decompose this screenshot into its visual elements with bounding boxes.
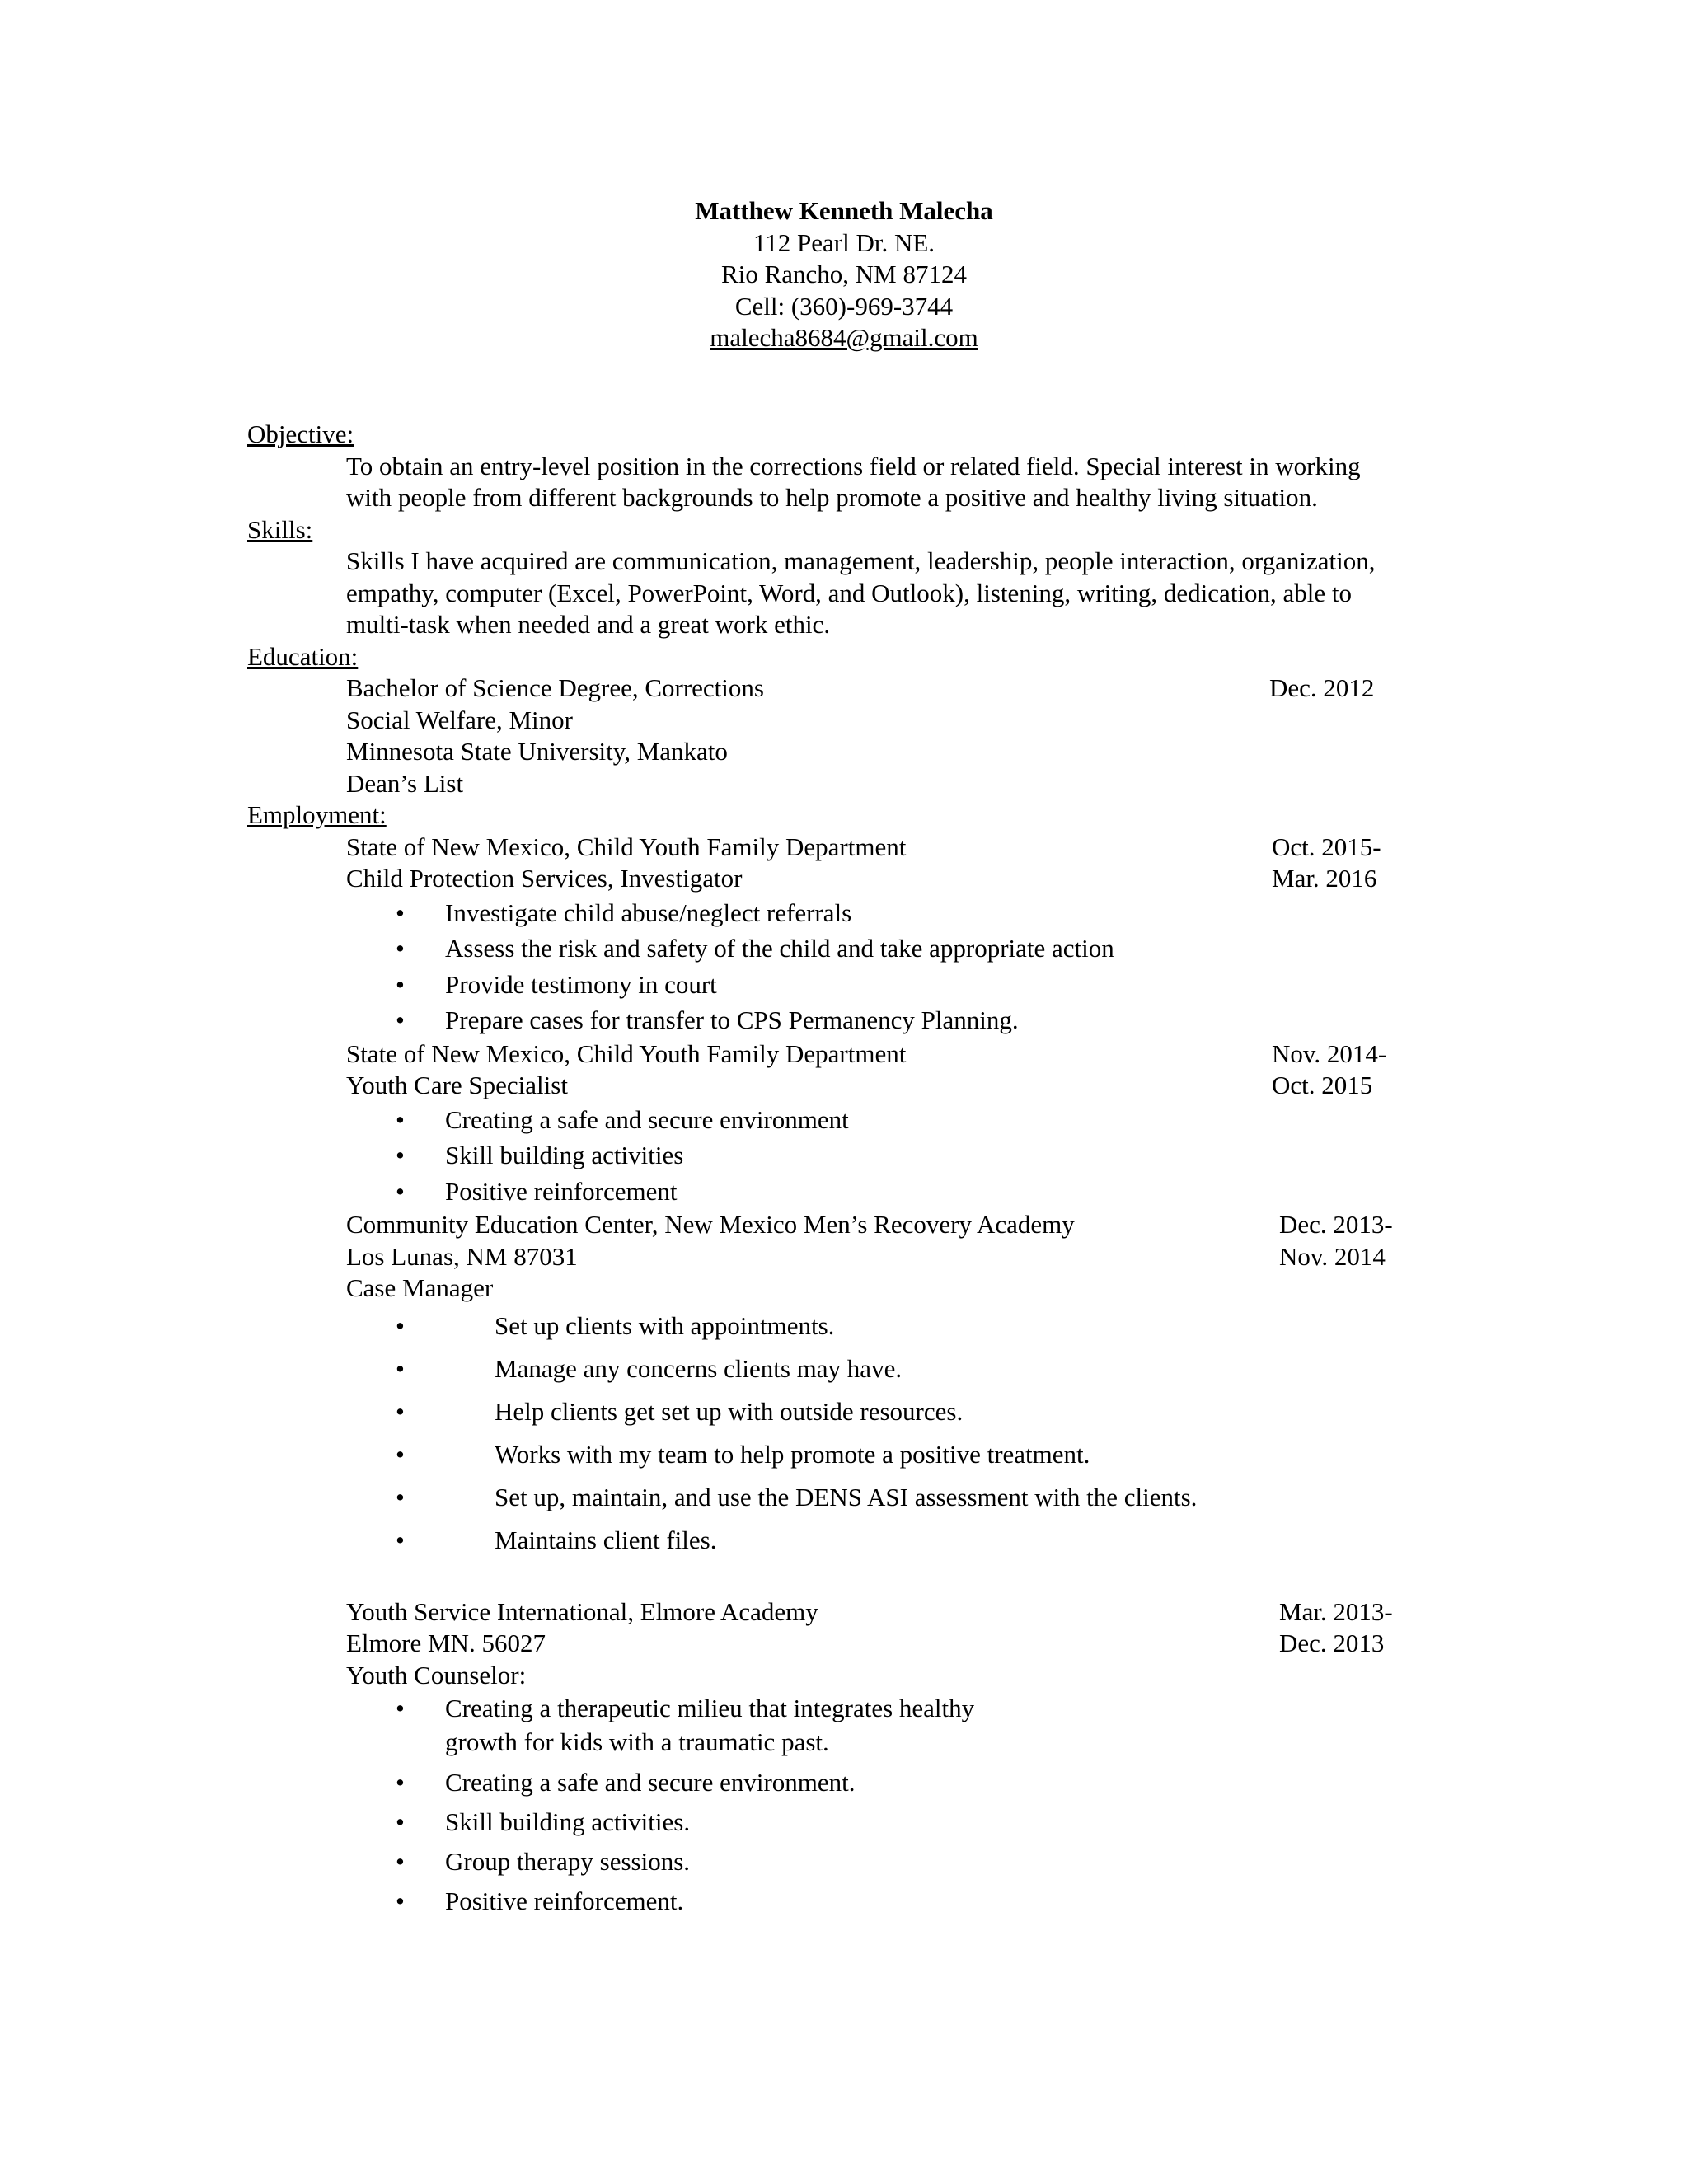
bullet-icon: • (396, 1439, 405, 1469)
resume-body (247, 419, 1434, 1921)
job-4-duties (247, 1691, 1434, 1921)
duty-text: Investigate child abuse/neglect referrals (445, 898, 852, 927)
bullet-icon: • (396, 1396, 405, 1426)
bullet-icon: • (396, 1176, 405, 1206)
job-location: Elmore MN. 56027 (346, 1629, 546, 1657)
bullet-icon: • (396, 1807, 405, 1836)
list-item (247, 1691, 1022, 1763)
list-item (247, 1137, 1434, 1174)
bullet-icon: • (396, 1847, 405, 1876)
spacer (247, 1562, 1434, 1596)
job-title: Youth Care Specialist (346, 1071, 568, 1099)
list-item (247, 930, 1434, 967)
resume-header (0, 195, 1688, 354)
employment-heading: Employment: (247, 800, 387, 829)
honor: Dean’s List (346, 768, 464, 798)
job-title: Case Manager (346, 1273, 494, 1302)
duty-text: Skill building activities. (445, 1807, 691, 1836)
job-date-start: Oct. 2015- (1272, 832, 1381, 861)
duty-text: Provide testimony in court (445, 969, 717, 999)
education-degree-row (346, 673, 1434, 705)
duty-text: Set up, maintain, and use the DENS ASI assessment with the clients. (495, 1482, 1198, 1511)
list-item (247, 1305, 1434, 1347)
duty-text: Skill building activities (445, 1141, 684, 1169)
objective-text: To obtain an entry-level position in the corrections field or related field. Special interest in working with people from different backgrounds to help promote a positive and healthy living situation. (346, 451, 1361, 512)
list-item (247, 1433, 1434, 1476)
applicant-name: Matthew Kenneth Malecha (695, 196, 993, 225)
email-link[interactable]: malecha8684@gmail.com (710, 323, 978, 352)
school-name: Minnesota State University, Mankato (346, 737, 728, 766)
list-item (247, 1802, 1022, 1842)
duty-text: Set up clients with appointments. (495, 1310, 835, 1340)
bullet-icon: • (396, 1694, 405, 1722)
job-location: Los Lunas, NM 87031 (346, 1241, 578, 1271)
job-2-org-row (346, 1038, 1434, 1071)
job-org: State of New Mexico, Child Youth Family Department (346, 1038, 907, 1068)
bullet-icon: • (396, 1310, 405, 1340)
list-item (247, 1390, 1434, 1433)
address-line-2: Rio Rancho, NM 87124 (721, 260, 967, 288)
duty-text: Manage any concerns clients may have. (495, 1353, 903, 1383)
bullet-icon: • (396, 1104, 405, 1134)
list-item (247, 1842, 1022, 1882)
bullet-icon: • (396, 1886, 405, 1915)
job-org: State of New Mexico, Child Youth Family Department (346, 832, 907, 861)
duty-text: Creating a therapeutic milieu that integrates healthy growth for kids with a traumatic past. (445, 1694, 975, 1756)
bullet-icon: • (396, 1005, 405, 1034)
duty-text: Creating a safe and secure environment (445, 1104, 849, 1134)
list-item (247, 1102, 1434, 1138)
bullet-icon: • (396, 898, 405, 927)
bullet-icon: • (396, 969, 405, 999)
job-3-org-row (346, 1209, 1434, 1241)
duty-text: Positive reinforcement. (445, 1886, 684, 1915)
bullet-icon: • (396, 934, 405, 963)
job-date-start: Mar. 2013- (1279, 1596, 1393, 1626)
job-4-location-row (346, 1628, 1434, 1660)
phone-number: Cell: (360)-969-3744 (734, 291, 954, 321)
job-date-end: Mar. 2016 (1272, 864, 1377, 893)
bullet-icon: • (396, 1525, 405, 1554)
list-item (247, 1347, 1434, 1390)
job-org: Community Education Center, New Mexico Men’s Recovery Academy (346, 1210, 1075, 1239)
duty-text: Help clients get set up with outside resources. (495, 1396, 964, 1426)
job-4-org-row (346, 1596, 1434, 1629)
bullet-icon: • (396, 1353, 405, 1383)
job-1-org-row (346, 832, 1434, 864)
list-item (247, 1763, 1022, 1802)
duty-text: Assess the risk and safety of the child and take appropriate action (445, 934, 1114, 963)
job-date-end: Nov. 2014 (1279, 1241, 1386, 1271)
address-line-1: 112 Pearl Dr. NE. (753, 227, 935, 257)
objective-heading: Objective: (247, 419, 354, 448)
duty-text: Positive reinforcement (445, 1176, 678, 1206)
job-title: Child Protection Services, Investigator (346, 864, 743, 893)
job-3-location-row (346, 1241, 1434, 1273)
education-heading: Education: (247, 641, 359, 671)
job-3-duties (247, 1305, 1434, 1562)
job-date-start: Dec. 2013- (1279, 1210, 1393, 1239)
degree: Bachelor of Science Degree, Corrections (346, 673, 764, 702)
duty-text: Maintains client files. (495, 1525, 717, 1554)
job-1-duties (247, 895, 1434, 1038)
job-org: Youth Service International, Elmore Academy (346, 1596, 818, 1626)
job-1-title-row (346, 863, 1434, 895)
duty-text: Prepare cases for transfer to CPS Permanency Planning. (445, 1005, 1019, 1034)
skills-heading: Skills: (247, 514, 313, 544)
job-date-start: Nov. 2014- (1272, 1038, 1387, 1068)
list-item (247, 1002, 1434, 1038)
list-item (247, 895, 1434, 931)
list-item (247, 1174, 1434, 1210)
graduation-date: Dec. 2012 (1269, 673, 1375, 702)
minor: Social Welfare, Minor (346, 705, 573, 734)
bullet-icon: • (396, 1482, 405, 1511)
duty-text: Creating a safe and secure environment. (445, 1768, 856, 1797)
job-2-title-row (346, 1070, 1434, 1102)
skills-text: Skills I have acquired are communication, management, leadership, people interaction, organization, empathy, computer (Excel, PowerPoint, Word, and Outlook), listening, writing, dedication, able to multi-task when needed and a great work ethic. (346, 546, 1376, 639)
job-date-end: Oct. 2015 (1272, 1071, 1373, 1099)
job-date-end: Dec. 2013 (1279, 1629, 1385, 1657)
duty-text: Group therapy sessions. (445, 1847, 691, 1876)
bullet-icon: • (396, 1768, 405, 1797)
list-item (247, 1476, 1434, 1519)
list-item (247, 1882, 1022, 1921)
job-title: Youth Counselor: (346, 1660, 527, 1690)
list-item (247, 1519, 1434, 1562)
duty-text: Works with my team to help promote a positive treatment. (495, 1439, 1090, 1469)
bullet-icon: • (396, 1141, 405, 1169)
job-2-duties (247, 1102, 1434, 1210)
list-item (247, 967, 1434, 1003)
